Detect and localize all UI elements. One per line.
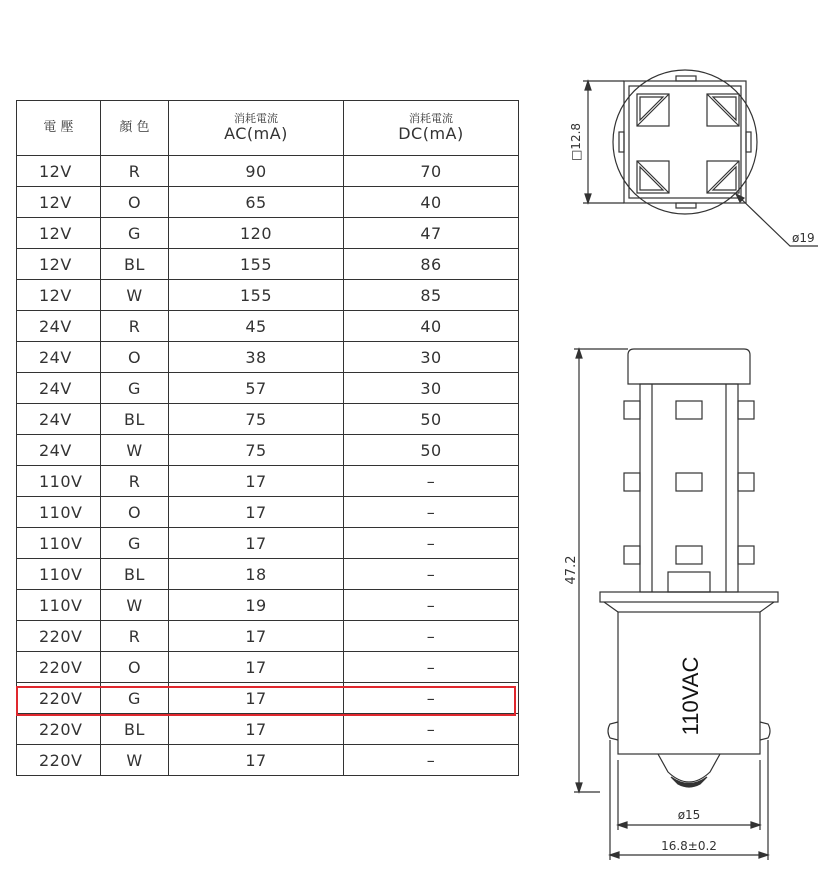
cell-dc-current: – bbox=[344, 590, 519, 621]
header-voltage: 電 壓 bbox=[17, 101, 101, 156]
tab-top bbox=[676, 76, 696, 81]
cell-dc-current: – bbox=[344, 745, 519, 776]
top-view bbox=[583, 70, 818, 246]
cell-dc-current: 40 bbox=[344, 311, 519, 342]
led-right-1 bbox=[738, 401, 754, 419]
body-inner-lines bbox=[652, 384, 726, 592]
led-right-3 bbox=[738, 546, 754, 564]
cell-color: W bbox=[101, 435, 169, 466]
base-dia-dim-label: ø15 bbox=[677, 808, 701, 822]
cell-dc-current: – bbox=[344, 652, 519, 683]
cell-voltage: 12V bbox=[17, 249, 101, 280]
cell-ac-current: 65 bbox=[169, 187, 344, 218]
corner-led-tr bbox=[707, 94, 739, 126]
led-left-3 bbox=[624, 546, 640, 564]
cell-ac-current: 17 bbox=[169, 745, 344, 776]
cell-ac-current: 155 bbox=[169, 280, 344, 311]
cell-voltage: 220V bbox=[17, 745, 101, 776]
cell-voltage: 24V bbox=[17, 435, 101, 466]
cell-voltage: 110V bbox=[17, 466, 101, 497]
base-flange bbox=[600, 592, 778, 602]
led-left-1 bbox=[624, 401, 640, 419]
cell-dc-current: 30 bbox=[344, 342, 519, 373]
voltage-label-110vac: 110VAC bbox=[678, 656, 703, 736]
cell-dc-current: – bbox=[344, 559, 519, 590]
cell-ac-current: 17 bbox=[169, 497, 344, 528]
cell-voltage: 12V bbox=[17, 218, 101, 249]
diameter-dim-label: ø19 bbox=[792, 231, 815, 245]
cell-color: BL bbox=[101, 404, 169, 435]
led-center-1 bbox=[676, 401, 702, 419]
cell-ac-current: 18 bbox=[169, 559, 344, 590]
cell-dc-current: – bbox=[344, 683, 519, 714]
cell-dc-current: 50 bbox=[344, 404, 519, 435]
body-bottom-stub bbox=[668, 572, 710, 592]
cell-voltage: 220V bbox=[17, 714, 101, 745]
cell-ac-current: 75 bbox=[169, 435, 344, 466]
cell-ac-current: 19 bbox=[169, 590, 344, 621]
cell-color: BL bbox=[101, 714, 169, 745]
cell-color: G bbox=[101, 528, 169, 559]
cell-voltage: 220V bbox=[17, 621, 101, 652]
cell-dc-current: – bbox=[344, 714, 519, 745]
bayonet-pin-left bbox=[608, 722, 618, 740]
cell-ac-current: 90 bbox=[169, 156, 344, 187]
cell-dc-current: – bbox=[344, 528, 519, 559]
cell-ac-current: 17 bbox=[169, 652, 344, 683]
cell-voltage: 24V bbox=[17, 373, 101, 404]
corner-led-bl bbox=[637, 161, 669, 193]
cell-dc-current: – bbox=[344, 497, 519, 528]
corner-led-br bbox=[707, 161, 739, 193]
cell-color: G bbox=[101, 218, 169, 249]
cell-voltage: 110V bbox=[17, 497, 101, 528]
cell-voltage: 12V bbox=[17, 280, 101, 311]
cell-color: G bbox=[101, 683, 169, 714]
cell-dc-current: 85 bbox=[344, 280, 519, 311]
header-ac-line1: 消耗電流 bbox=[234, 112, 278, 126]
cell-voltage: 110V bbox=[17, 559, 101, 590]
cell-color: BL bbox=[101, 559, 169, 590]
cell-ac-current: 57 bbox=[169, 373, 344, 404]
bayonet-pin-right bbox=[760, 722, 770, 740]
tab-left bbox=[619, 132, 624, 152]
cell-voltage: 220V bbox=[17, 652, 101, 683]
cell-ac-current: 17 bbox=[169, 621, 344, 652]
cell-color: O bbox=[101, 342, 169, 373]
bulb-outline-circle bbox=[613, 70, 757, 214]
cell-color: W bbox=[101, 745, 169, 776]
height-dim-lines bbox=[574, 349, 628, 792]
height-dim-label: 47.2 bbox=[564, 555, 579, 585]
led-center-3 bbox=[676, 546, 702, 564]
base-contact bbox=[658, 754, 720, 782]
cell-voltage: 24V bbox=[17, 311, 101, 342]
cell-dc-current: 50 bbox=[344, 435, 519, 466]
tab-right bbox=[746, 132, 751, 152]
cell-color: R bbox=[101, 311, 169, 342]
led-left-2 bbox=[624, 473, 640, 491]
cell-color: O bbox=[101, 652, 169, 683]
top-cap bbox=[628, 349, 750, 384]
cell-dc-current: 86 bbox=[344, 249, 519, 280]
cell-color: R bbox=[101, 466, 169, 497]
cell-ac-current: 38 bbox=[169, 342, 344, 373]
cell-voltage: 12V bbox=[17, 156, 101, 187]
cell-color: R bbox=[101, 621, 169, 652]
cell-ac-current: 75 bbox=[169, 404, 344, 435]
cell-dc-current: 47 bbox=[344, 218, 519, 249]
cell-color: W bbox=[101, 590, 169, 621]
cell-dc-current: 30 bbox=[344, 373, 519, 404]
led-block-square bbox=[624, 81, 746, 203]
header-ac-line2: AC(mA) bbox=[224, 124, 288, 144]
cell-voltage: 12V bbox=[17, 187, 101, 218]
cell-ac-current: 17 bbox=[169, 683, 344, 714]
cell-ac-current: 155 bbox=[169, 249, 344, 280]
cell-color: BL bbox=[101, 249, 169, 280]
cell-ac-current: 45 bbox=[169, 311, 344, 342]
cell-ac-current: 120 bbox=[169, 218, 344, 249]
cell-color: G bbox=[101, 373, 169, 404]
square-dim-lines bbox=[583, 81, 624, 203]
cell-color: O bbox=[101, 187, 169, 218]
cell-dc-current: – bbox=[344, 621, 519, 652]
led-body bbox=[640, 384, 738, 592]
corner-led-tl bbox=[637, 94, 669, 126]
led-block-inner-square bbox=[629, 86, 741, 198]
cell-voltage: 24V bbox=[17, 342, 101, 373]
header-color: 顏 色 bbox=[101, 101, 169, 156]
cell-dc-current: 40 bbox=[344, 187, 519, 218]
header-dc-line1: 消耗電流 bbox=[409, 112, 453, 126]
cell-voltage: 110V bbox=[17, 590, 101, 621]
cell-ac-current: 17 bbox=[169, 528, 344, 559]
cell-dc-current: 70 bbox=[344, 156, 519, 187]
cell-voltage: 220V bbox=[17, 683, 101, 714]
led-right-2 bbox=[738, 473, 754, 491]
cell-color: W bbox=[101, 280, 169, 311]
cell-voltage: 110V bbox=[17, 528, 101, 559]
cell-color: R bbox=[101, 156, 169, 187]
led-center-2 bbox=[676, 473, 702, 491]
side-view bbox=[574, 349, 778, 860]
cell-voltage: 24V bbox=[17, 404, 101, 435]
header-dc-line2: DC(mA) bbox=[398, 124, 464, 144]
flange-chamfers bbox=[604, 602, 774, 612]
square-dim-label: □12.8 bbox=[569, 122, 583, 162]
cell-dc-current: – bbox=[344, 466, 519, 497]
cell-ac-current: 17 bbox=[169, 714, 344, 745]
cell-ac-current: 17 bbox=[169, 466, 344, 497]
width-dim-label: 16.8±0.2 bbox=[661, 839, 717, 853]
tab-bottom bbox=[676, 203, 696, 208]
cell-color: O bbox=[101, 497, 169, 528]
